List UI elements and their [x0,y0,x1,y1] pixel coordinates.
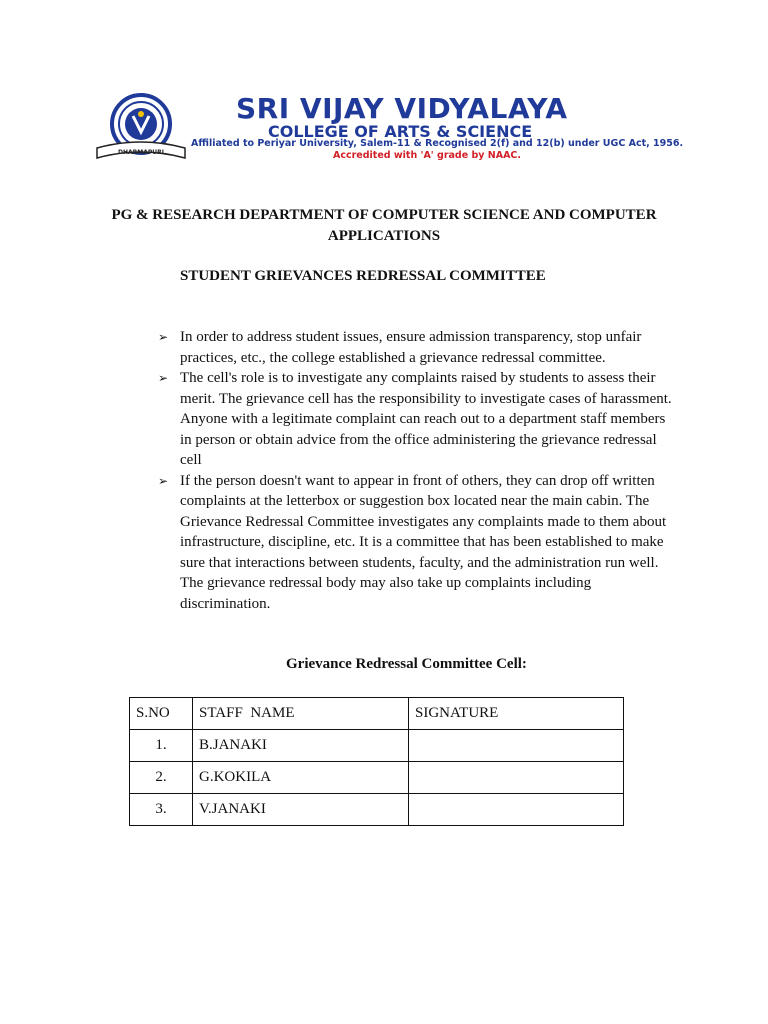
cell-signature [409,794,624,826]
table-row [130,730,624,762]
accreditation-text: Accredited with 'A' grade by NAAC. [333,150,521,161]
logo-ribbon: DHARMAPURI [117,149,165,156]
bullet-list [158,327,678,614]
table-header-row [130,698,624,730]
table-row [130,762,624,794]
committee-heading: STUDENT GRIEVANCES REDRESSAL COMMITTEE [180,268,546,284]
college-name: SRI VIJAY VIDYALAYA [236,92,568,125]
header-sno: S.NO [130,698,193,730]
cell-staff-name: V.JANAKI [193,794,409,826]
affiliation-text: Affiliated to Periyar University, Salem-11 & Recognised 2(f) and 12(b) under UGC Act, 1956. [191,138,684,149]
college-logo-icon [95,92,187,168]
cell-staff-name: G.KOKILA [193,762,409,794]
department-heading: PG & RESEARCH DEPARTMENT OF COMPUTER SCIENCE AND COMPUTER APPLICATIONS [111,207,657,244]
cell-signature [409,730,624,762]
college-subtitle: COLLEGE OF ARTS & SCIENCE [268,122,533,141]
cell-sno: 3. [130,794,193,826]
arrow-bullet-icon: ➢ [158,330,169,344]
cell-sno: 1. [130,730,193,762]
header-signature: SIGNATURE [409,698,624,730]
arrow-bullet-icon: ➢ [158,473,169,488]
list-item: ➢ If the person doesn't want to appear in front of others, they can drop off written complaints at the letterbox or suggestion box located near the main cabin. The Grievance Redressal Committee investigates any complaints made to them about infrastructure, discipline, etc. It is a committee that has been established to make sure that interactions between students, faculty, and the administration run well. The grievance redressal body may also take up complaints including discrimination. [158,472,667,612]
header-staff-name: STAFF NAME [193,698,409,730]
cell-signature [409,762,624,794]
cell-sno: 2. [130,762,193,794]
cell-title: Grievance Redressal Committee Cell: [286,656,527,672]
table-row [130,794,624,826]
list-item: ➢ In order to address student issues, ensure admission transparency, stop unfair practices, etc., the college established a grievance redressal committee. [158,329,642,366]
letterhead [95,92,684,170]
cell-staff-name: B.JANAKI [193,730,409,762]
list-item: ➢ The cell's role is to investigate any complaints raised by students to assess their merit. The grievance cell has the responsibility to investigate cases of harassment. Anyone with a legitimate complaint can reach out to a department staff members in person or obtain advice from the office administering the grievance redressal cell [158,370,672,468]
arrow-bullet-icon: ➢ [158,371,169,385]
staff-table [129,697,624,826]
